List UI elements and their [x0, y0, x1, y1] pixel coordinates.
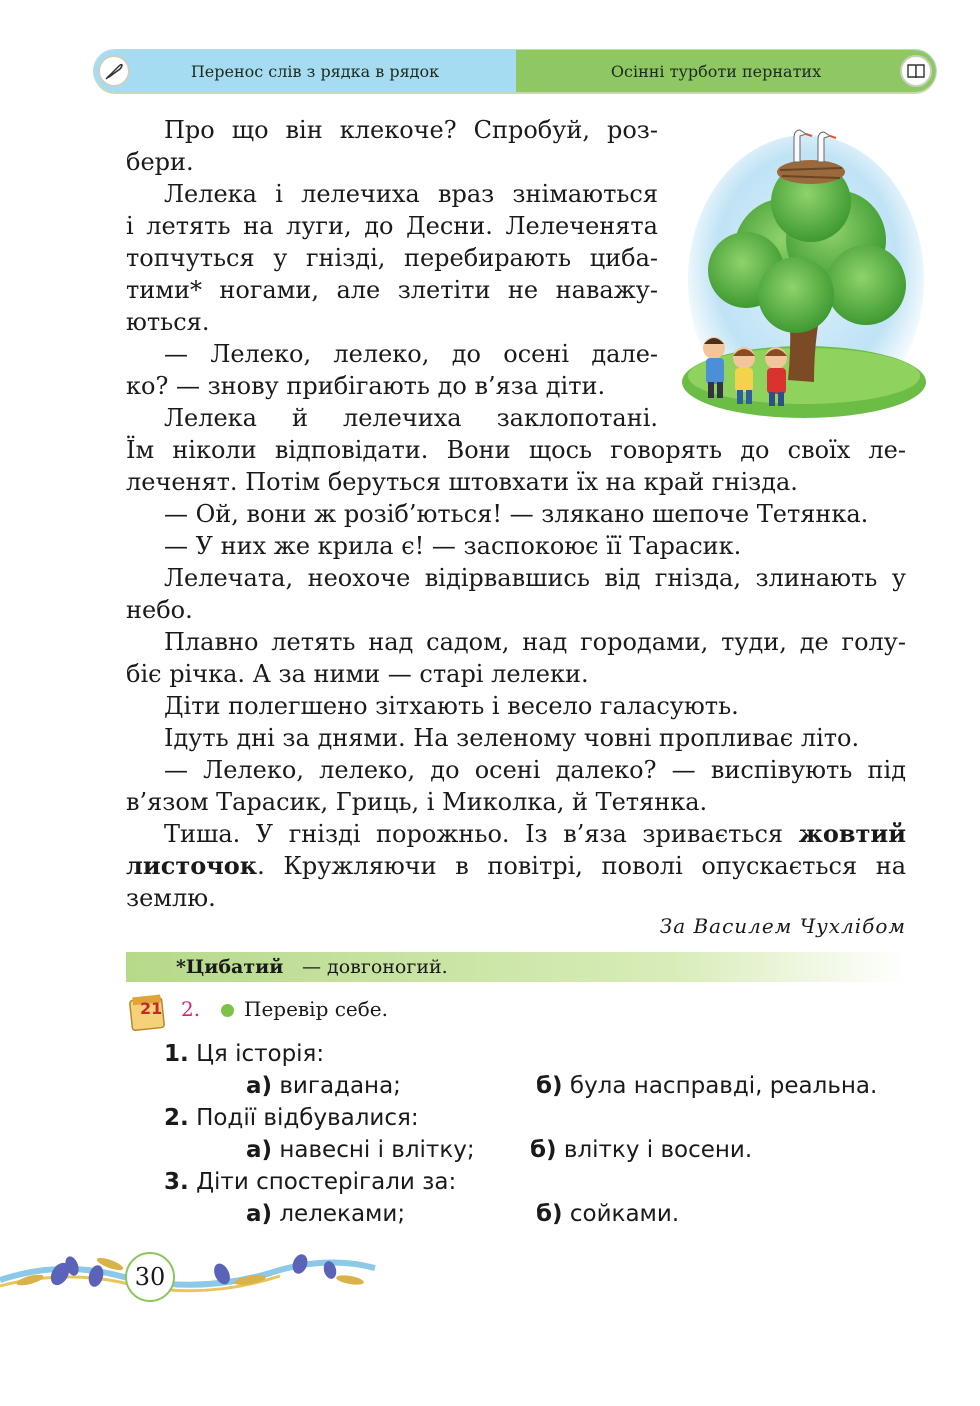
story-line: ються. [126, 308, 210, 336]
story-line: небо. [126, 596, 193, 624]
bold-phrase: жовтий [798, 819, 906, 848]
header-section-left [94, 50, 516, 92]
story-line: Лелечата, неохоче відірвавшись від гнізда, злинають у [164, 564, 906, 592]
story-line [126, 850, 906, 882]
question-number: 3. [164, 1169, 189, 1195]
question-number: 2. [164, 1105, 189, 1131]
calendar-date: 21 [140, 999, 163, 1018]
header-left-title: Перенос слів з рядка в рядок [190, 61, 440, 81]
bullet-dot-icon [221, 1004, 234, 1017]
answer-label: б) [536, 1073, 563, 1099]
question-text: Ця історія: [196, 1041, 325, 1067]
question-1 [164, 1038, 324, 1070]
story-line [164, 818, 906, 850]
story-line: Лелека і лелечиха враз знімаються [164, 180, 658, 208]
story-line: — У них же крила є! — заспокоює її Тарасик. [164, 532, 742, 560]
answer-b [536, 1198, 679, 1230]
answer-text: була насправді, реальна. [569, 1073, 878, 1099]
answer-text: влітку і восени. [563, 1137, 753, 1163]
header-section-right [516, 50, 936, 92]
story-line: леченят. Потім беруться штовхати їх на край гнізда. [126, 468, 798, 496]
story-line: і летять на луги, до Десни. Лелеченята [126, 212, 658, 240]
story-line: Лелека й лелечиха заклопотані. [164, 404, 658, 432]
story-line: ко? — знову прибігають до в’яза діти. [126, 372, 606, 400]
story-line: землю. [126, 884, 216, 912]
book-icon [900, 55, 932, 87]
quill-icon [98, 55, 130, 87]
question-number: 1. [164, 1041, 189, 1067]
footnote-term: *Цибатий [176, 956, 284, 978]
story-line: в’язом Тарасик, Гриць, і Миколка, й Тетянка. [126, 788, 708, 816]
page-header [94, 50, 936, 92]
answer-label: б) [530, 1137, 557, 1163]
answer-label: б) [536, 1201, 563, 1227]
task-number: 2. [181, 997, 201, 1021]
answer-label: а) [246, 1137, 273, 1163]
answer-text: вигадана; [279, 1073, 401, 1099]
story-text-run: Тиша. У гнізді порожньо. Із в’яза зривається [164, 820, 799, 848]
answer-text: сойками. [569, 1201, 680, 1227]
story-line: — Лелеко, лелеко, до осені дале- [164, 340, 658, 368]
question-3 [164, 1166, 456, 1198]
story-line: Ідуть дні за днями. На зеленому човні пропливає літо. [164, 724, 860, 752]
header-right-title: Осінні турботи пернатих [610, 61, 822, 81]
bold-phrase: листочок [126, 851, 258, 880]
calendar-icon [128, 993, 168, 1033]
answer-text: лелеками; [279, 1201, 406, 1227]
story-line: Їм ніколи відповідати. Вони щось говорять до своїх ле- [126, 436, 906, 464]
footnote-definition: — довгоногий. [302, 956, 448, 978]
answer-label: а) [246, 1073, 273, 1099]
answer-label: а) [246, 1201, 273, 1227]
answer-a [246, 1070, 401, 1102]
answer-a [246, 1134, 475, 1166]
story-line: Про що він клекоче? Спробуй, роз- [164, 116, 658, 144]
story-line: бери. [126, 148, 194, 176]
task-title: Перевір себе. [244, 997, 389, 1021]
answer-a [246, 1198, 405, 1230]
question-text: Діти спостерігали за: [196, 1169, 457, 1195]
stork-tree-illustration [676, 120, 926, 420]
floral-ornament [0, 1240, 380, 1310]
story-line: Плавно летять над садом, над городами, туди, де голу- [164, 628, 906, 656]
story-line: біє річка. А за ними — старі лелеки. [126, 660, 589, 688]
story-line: топчуться у гнізді, перебирають циба- [126, 244, 658, 272]
story-text-run: . Кружляючи в повітрі, поволі опускається на [257, 852, 906, 880]
author-attribution: За Василем Чухлібом [659, 914, 906, 938]
story-line: тими* ногами, але злетіти не наважу- [126, 276, 658, 304]
answer-b [536, 1070, 877, 1102]
answer-text: навесні і влітку; [279, 1137, 475, 1163]
question-text: Події відбувалися: [196, 1105, 419, 1131]
footnote-band [126, 952, 906, 982]
question-2 [164, 1102, 419, 1134]
answer-b [530, 1134, 752, 1166]
page-number: 30 [125, 1252, 175, 1302]
story-line: Діти полегшено зітхають і весело галасують. [164, 692, 739, 720]
story-line: — Ой, вони ж розіб’ються! — злякано шепоче Тетянка. [164, 500, 869, 528]
story-line: — Лелеко, лелеко, до осені далеко? — виспівують під [164, 756, 906, 784]
